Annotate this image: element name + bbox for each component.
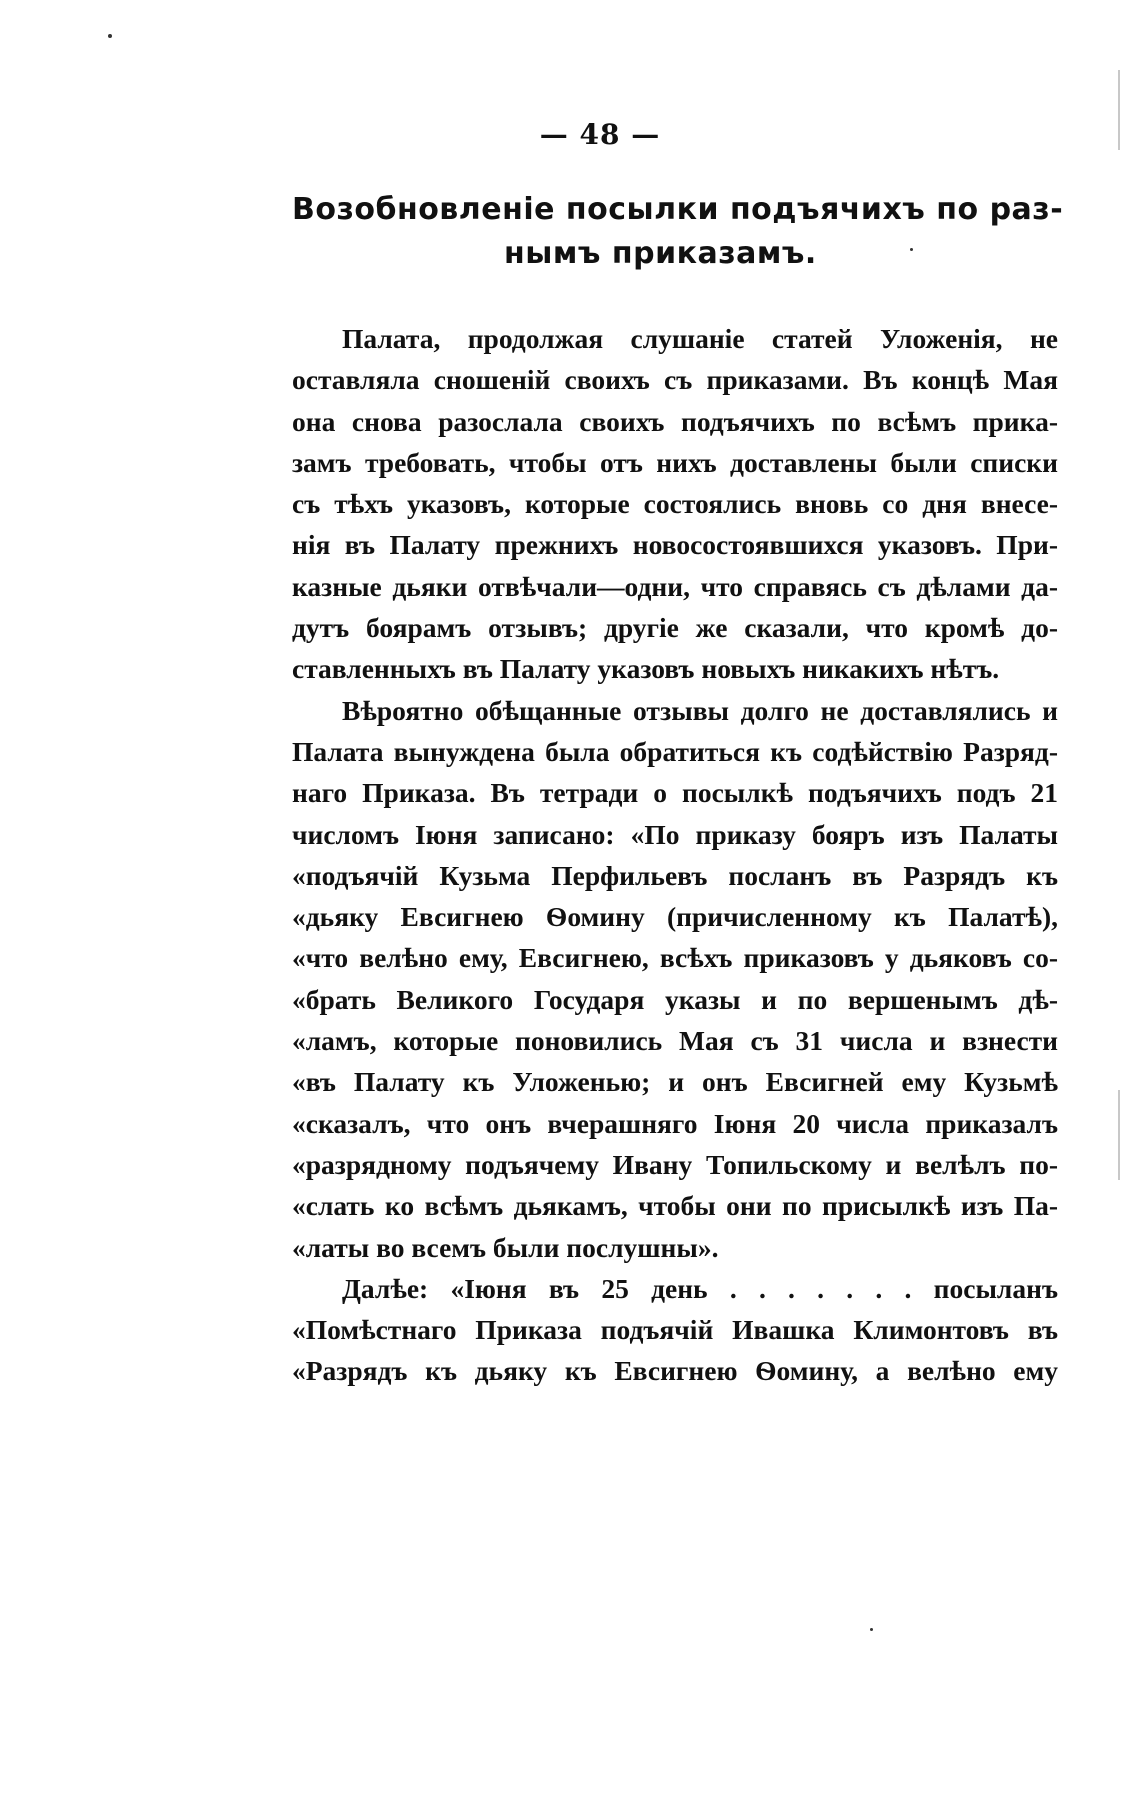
- section-title-line: Возобновленіе посылки подъячихъ по раз-: [292, 192, 1064, 227]
- scan-speck: [910, 248, 913, 251]
- paragraph-1-line: оставляла сношеній своихъ съ приказами. Въ концѣ Мая: [292, 364, 1058, 396]
- paragraph-2-line: «подъячій Кузьма Перфильевъ посланъ въ Разрядъ къ: [292, 859, 1058, 891]
- paragraph-2-line: «что велѣно ему, Евсигнею, всѣхъ приказовъ у дьяковъ со-: [292, 942, 1058, 974]
- gutter-line: [1118, 1090, 1120, 1180]
- paragraph-1-line: дутъ боярамъ отзывъ; другіе же сказали, что кромѣ до-: [292, 612, 1058, 644]
- page-number: — 48 —: [539, 118, 661, 151]
- paragraph-1-line: Палата, продолжая слушаніе статей Уложенія, не: [342, 323, 1058, 354]
- paragraph-1-line: ставленныхъ въ Палату указовъ новыхъ никакихъ нѣтъ.: [292, 653, 1000, 685]
- paragraph-2-line: «брать Великого Государя указы и по вершенымъ дѣ-: [292, 983, 1058, 1015]
- paragraph-2-line: «слать ко всѣмъ дьякамъ, чтобы они по присылкѣ изъ Па-: [292, 1190, 1058, 1222]
- section-title: [292, 188, 1062, 276]
- paragraph-3-line: «Помѣстнаго Приказа подъячій Ивашка Климонтовъ въ: [292, 1314, 1058, 1346]
- paragraph-1-line: казные дьяки отвѣчали—одни, что справясь съ дѣлами да-: [292, 570, 1058, 602]
- paragraph-2-line: «разрядному подъячему Ивану Топильскому и велѣлъ по-: [292, 1148, 1058, 1180]
- section-title-line: нымъ приказамъ.: [504, 236, 817, 271]
- paragraph-2-line: «латы во всемъ были послушны».: [292, 1231, 719, 1263]
- paragraph-1-line: съ тѣхъ указовъ, которые состоялись вновь со дня внесе-: [292, 488, 1058, 520]
- paragraph-2-line: «сказалъ, что онъ вчерашняго Іюня 20 числа приказалъ: [292, 1107, 1058, 1139]
- paragraph-2-line: «ламъ, которые поновились Мая съ 31 числа и взнести: [292, 1025, 1058, 1057]
- paragraph-1-line: замъ требовать, чтобы отъ нихъ доставлены были списки: [292, 446, 1058, 478]
- paragraph-3-line: Далѣе: «Іюня въ 25 день . . . . . . . посыланъ: [342, 1272, 1058, 1304]
- scan-speck: [108, 34, 112, 38]
- paragraph-2-line: «въ Палату къ Уложенью; и онъ Евсигней ему Кузьмѣ: [292, 1066, 1058, 1098]
- paragraph-3-line: «Разрядъ къ дьяку къ Евсигнею Ѳомину, а велѣно ему: [292, 1355, 1058, 1387]
- paragraph-1-line: она снова разослала своихъ подъячихъ по всѣмъ прика-: [292, 405, 1058, 437]
- gutter-line: [1118, 70, 1120, 150]
- body-text: [292, 318, 1058, 1392]
- paragraph-2-line: «дьяку Евсигнею Ѳомину (причисленному къ Палатѣ),: [292, 901, 1058, 933]
- paragraph-2-line: числомъ Іюня записано: «По приказу бояръ изъ Палаты: [292, 818, 1058, 850]
- paragraph-2-line: Вѣроятно обѣщанные отзывы долго не доставлялись и: [342, 694, 1058, 726]
- paragraph-1-line: нія въ Палату прежнихъ новосостоявшихся указовъ. При-: [292, 529, 1058, 561]
- paragraph-2-line: наго Приказа. Въ тетради о посылкѣ подъячихъ подъ 21: [292, 777, 1058, 809]
- scan-speck: [870, 1628, 873, 1631]
- paragraph-2-line: Палата вынуждена была обратиться къ содѣйствію Разряд-: [292, 735, 1058, 767]
